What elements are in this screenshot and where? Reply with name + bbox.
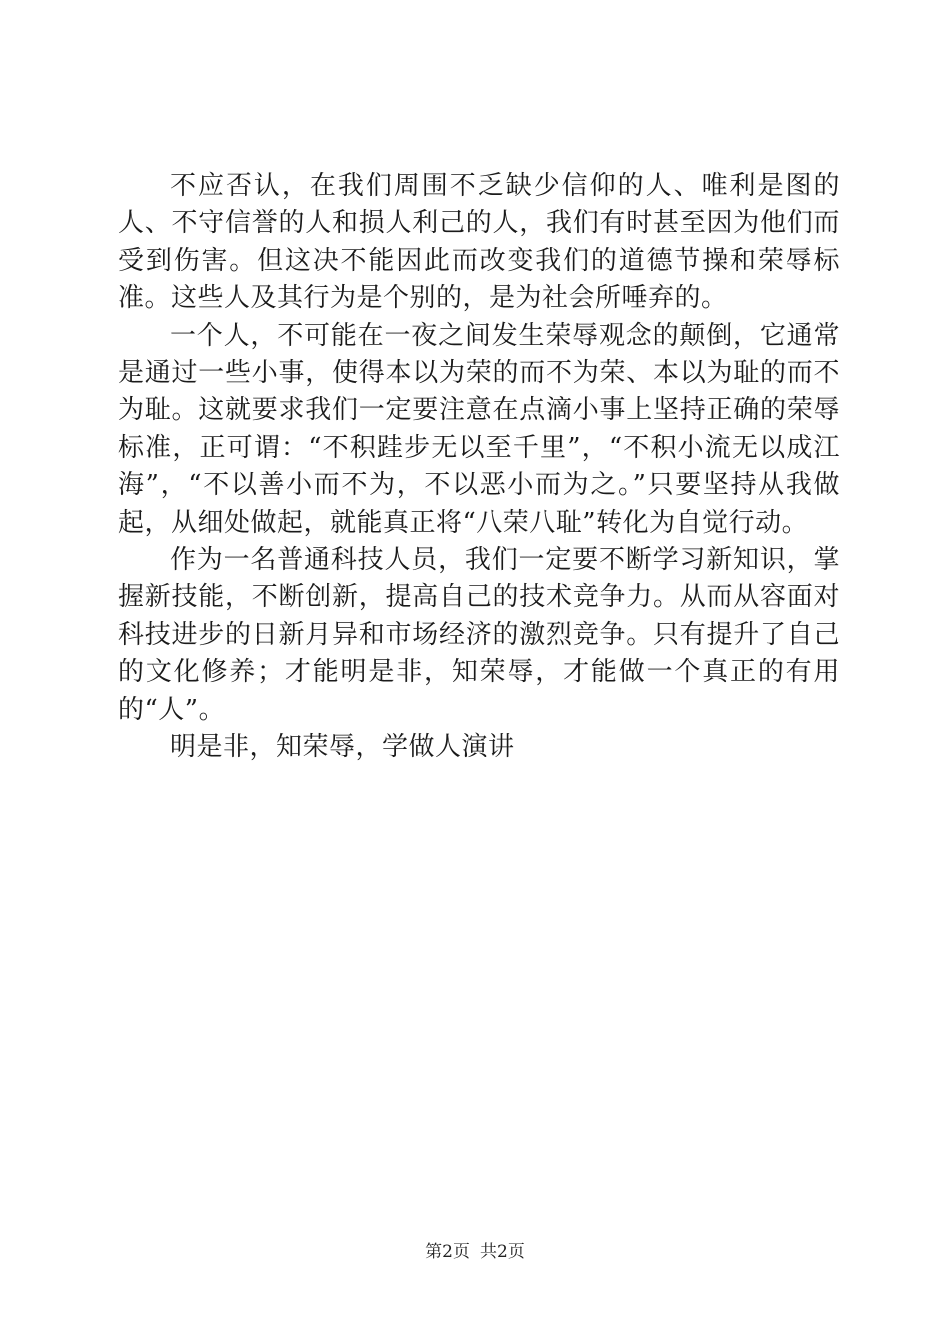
page-number-current: 第2页 [425,1242,470,1262]
document-body [118,168,840,767]
paragraph-1: 不应否认，在我们周围不乏缺少信仰的人、唯利是图的人、不守信誉的人和损人利己的人，我们有时甚至因为他们而受到伤害。但这决不能因此而改变我们的道德节操和荣辱标准。这些人及其行为是个别的，是为社会所唾弃的。 [118,171,840,314]
paragraph-3: 作为一名普通科技人员，我们一定要不断学习新知识，掌握新技能，不断创新，提高自己的技术竞争力。从而从容面对科技进步的日新月异和市场经济的激烈竞争。只有提升了自己的文化修养；才能明是非，知荣辱，才能做一个真正的有用的“人”。 [118,545,840,725]
paragraph-4: 明是非，知荣辱，学做人演讲 [170,732,515,763]
page-number-total: 共2页 [480,1242,525,1262]
page-footer [0,1240,950,1264]
paragraph-2: 一个人，不可能在一夜之间发生荣辱观念的颠倒，它通常是通过一些小事，使得本以为荣的而不为荣、本以为耻的而不为耻。这就要求我们一定要注意在点滴小事上坚持正确的荣辱标准，正可谓：“不积跬步无以至千里”，“不积小流无以成江海”，“不以善小而不为，不以恶小而为之。”只要坚持从我做起，从细处做起，就能真正将“八荣八耻”转化为自觉行动。 [118,320,840,538]
